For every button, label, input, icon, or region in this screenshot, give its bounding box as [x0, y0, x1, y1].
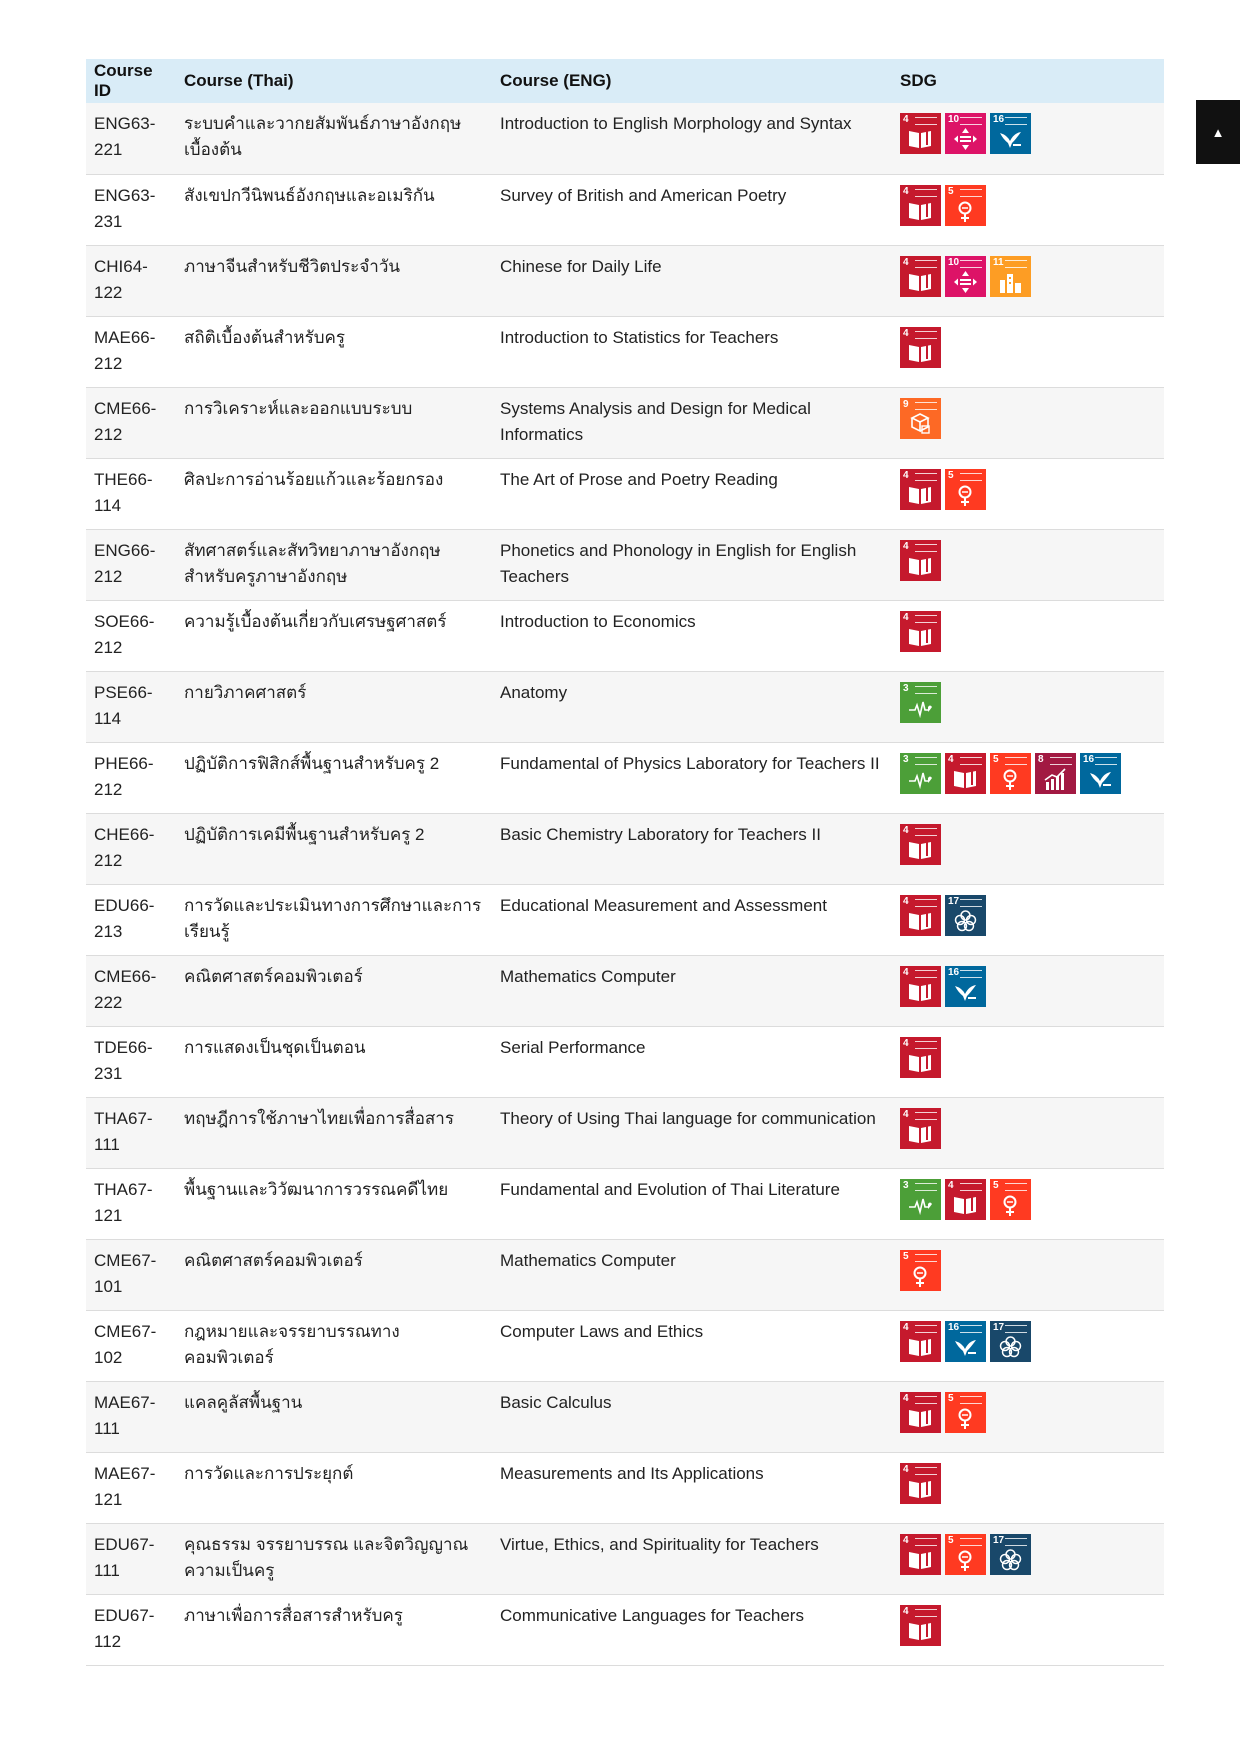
course-eng-cell: Virtue, Ethics, and Spirituality for Teachers	[492, 1523, 892, 1594]
header-course-id: Course ID	[86, 59, 176, 103]
course-id-cell: MAE66-212	[86, 316, 176, 387]
course-id-cell: CME66-212	[86, 387, 176, 458]
course-eng-cell: Introduction to Economics	[492, 600, 892, 671]
table-row	[86, 1381, 1164, 1452]
table-row	[86, 174, 1164, 245]
course-thai-cell: สถิติเบื้องต้นสำหรับครู	[176, 316, 492, 387]
table-row	[86, 316, 1164, 387]
course-eng-cell: Fundamental and Evolution of Thai Literature	[492, 1168, 892, 1239]
sdg-17-partnership-rings-icon[interactable]: 17	[990, 1321, 1031, 1362]
course-id-cell: TDE66-231	[86, 1026, 176, 1097]
course-eng-cell: Measurements and Its Applications	[492, 1452, 892, 1523]
course-eng-cell: Introduction to English Morphology and Syntax	[492, 103, 892, 174]
sdg-3-heartbeat-icon[interactable]: 3	[900, 1179, 941, 1220]
sdg-4-book-pencil-icon[interactable]: 4	[900, 185, 941, 226]
sdg-cell	[892, 955, 1164, 1026]
sdg-8-growth-chart-icon[interactable]: 8	[1035, 753, 1076, 794]
course-table-container	[86, 59, 1164, 1666]
sdg-5-gender-equality-icon[interactable]: 5	[945, 1392, 986, 1433]
sdg-icon-list	[900, 895, 1156, 936]
sdg-icon-list	[900, 1605, 1156, 1646]
sdg-4-book-pencil-icon[interactable]: 4	[900, 611, 941, 652]
sdg-icon-list	[900, 1534, 1156, 1575]
course-thai-cell: ความรู้เบื้องต้นเกี่ยวกับเศรษฐศาสตร์	[176, 600, 492, 671]
table-row	[86, 742, 1164, 813]
course-eng-cell: Educational Measurement and Assessment	[492, 884, 892, 955]
table-row	[86, 1239, 1164, 1310]
sdg-4-book-pencil-icon[interactable]: 4	[900, 327, 941, 368]
sdg-5-gender-equality-icon[interactable]: 5	[900, 1250, 941, 1291]
table-row	[86, 103, 1164, 174]
sdg-5-gender-equality-icon[interactable]: 5	[990, 1179, 1031, 1220]
course-eng-cell: Phonetics and Phonology in English for English Teachers	[492, 529, 892, 600]
sdg-4-book-pencil-icon[interactable]: 4	[900, 469, 941, 510]
course-eng-cell: Mathematics Computer	[492, 1239, 892, 1310]
sdg-4-book-pencil-icon[interactable]: 4	[900, 1108, 941, 1149]
back-to-top-button[interactable]	[1196, 100, 1240, 164]
table-row	[86, 671, 1164, 742]
sdg-16-dove-gavel-icon[interactable]: 16	[990, 113, 1031, 154]
table-row	[86, 600, 1164, 671]
sdg-icon-list	[900, 256, 1156, 297]
course-id-cell: ENG63-221	[86, 103, 176, 174]
sdg-5-gender-equality-icon[interactable]: 5	[945, 469, 986, 510]
course-thai-cell: แคลคูลัสพื้นฐาน	[176, 1381, 492, 1452]
course-id-cell: PHE66-212	[86, 742, 176, 813]
course-eng-cell: Basic Chemistry Laboratory for Teachers II	[492, 813, 892, 884]
course-table	[86, 59, 1164, 1666]
course-thai-cell: กฎหมายและจรรยาบรรณทางคอมพิวเตอร์	[176, 1310, 492, 1381]
course-thai-cell: การวัดและประเมินทางการศึกษาและการเรียนรู้	[176, 884, 492, 955]
sdg-cell	[892, 1239, 1164, 1310]
course-id-cell: CME67-102	[86, 1310, 176, 1381]
sdg-3-heartbeat-icon[interactable]: 3	[900, 682, 941, 723]
table-row	[86, 529, 1164, 600]
sdg-cell	[892, 813, 1164, 884]
course-thai-cell: การวัดและการประยุกต์	[176, 1452, 492, 1523]
course-id-cell: THA67-111	[86, 1097, 176, 1168]
course-thai-cell: ทฤษฎีการใช้ภาษาไทยเพื่อการสื่อสาร	[176, 1097, 492, 1168]
course-eng-cell: Fundamental of Physics Laboratory for Teachers II	[492, 742, 892, 813]
table-row	[86, 387, 1164, 458]
course-id-cell: EDU66-213	[86, 884, 176, 955]
sdg-icon-list	[900, 1321, 1156, 1362]
sdg-4-book-pencil-icon[interactable]: 4	[900, 540, 941, 581]
sdg-5-gender-equality-icon[interactable]: 5	[945, 185, 986, 226]
table-row	[86, 813, 1164, 884]
course-thai-cell: พื้นฐานและวิวัฒนาการวรรณคดีไทย	[176, 1168, 492, 1239]
course-eng-cell: Introduction to Statistics for Teachers	[492, 316, 892, 387]
course-thai-cell: ปฏิบัติการเคมีพื้นฐานสำหรับครู 2	[176, 813, 492, 884]
sdg-10-equality-arrows-icon[interactable]: 10	[945, 113, 986, 154]
sdg-cell	[892, 245, 1164, 316]
sdg-icon-list	[900, 398, 1156, 439]
sdg-cell	[892, 1523, 1164, 1594]
sdg-icon-list	[900, 966, 1156, 1007]
sdg-cell	[892, 1594, 1164, 1665]
sdg-icon-list	[900, 1179, 1156, 1220]
sdg-icon-list	[900, 611, 1156, 652]
course-id-cell: EDU67-111	[86, 1523, 176, 1594]
sdg-icon-list	[900, 753, 1156, 794]
course-id-cell: CHE66-212	[86, 813, 176, 884]
header-sdg: SDG	[892, 59, 1164, 103]
sdg-16-dove-gavel-icon[interactable]: 16	[945, 966, 986, 1007]
course-thai-cell: คณิตศาสตร์คอมพิวเตอร์	[176, 1239, 492, 1310]
sdg-4-book-pencil-icon[interactable]: 4	[900, 1037, 941, 1078]
course-eng-cell: The Art of Prose and Poetry Reading	[492, 458, 892, 529]
sdg-4-book-pencil-icon[interactable]: 4	[900, 895, 941, 936]
table-row	[86, 458, 1164, 529]
sdg-cell	[892, 671, 1164, 742]
table-row	[86, 1310, 1164, 1381]
sdg-cell	[892, 103, 1164, 174]
table-row	[86, 955, 1164, 1026]
table-header-row	[86, 59, 1164, 103]
table-row	[86, 1452, 1164, 1523]
course-id-cell: THA67-121	[86, 1168, 176, 1239]
course-id-cell: MAE67-111	[86, 1381, 176, 1452]
sdg-4-book-pencil-icon[interactable]: 4	[900, 256, 941, 297]
course-eng-cell: Communicative Languages for Teachers	[492, 1594, 892, 1665]
sdg-icon-list	[900, 327, 1156, 368]
sdg-4-book-pencil-icon[interactable]: 4	[900, 1321, 941, 1362]
course-eng-cell: Systems Analysis and Design for Medical Informatics	[492, 387, 892, 458]
course-id-cell: CME66-222	[86, 955, 176, 1026]
sdg-9-cubes-icon[interactable]: 9	[900, 398, 941, 439]
sdg-16-dove-gavel-icon[interactable]: 16	[1080, 753, 1121, 794]
course-thai-cell: กายวิภาคศาสตร์	[176, 671, 492, 742]
sdg-4-book-pencil-icon[interactable]: 4	[900, 1534, 941, 1575]
sdg-cell	[892, 1381, 1164, 1452]
course-eng-cell: Basic Calculus	[492, 1381, 892, 1452]
chevron-up-icon: ▲	[1211, 124, 1225, 140]
course-eng-cell: Survey of British and American Poetry	[492, 174, 892, 245]
sdg-cell	[892, 529, 1164, 600]
sdg-17-partnership-rings-icon[interactable]: 17	[990, 1534, 1031, 1575]
sdg-16-dove-gavel-icon[interactable]: 16	[945, 1321, 986, 1362]
sdg-icon-list	[900, 1250, 1156, 1291]
sdg-cell	[892, 1310, 1164, 1381]
course-id-cell: CME67-101	[86, 1239, 176, 1310]
sdg-icon-list	[900, 1392, 1156, 1433]
sdg-5-gender-equality-icon[interactable]: 5	[945, 1534, 986, 1575]
sdg-4-book-pencil-icon[interactable]: 4	[900, 113, 941, 154]
table-row	[86, 1523, 1164, 1594]
sdg-cell	[892, 1452, 1164, 1523]
course-thai-cell: ศิลปะการอ่านร้อยแก้วและร้อยกรอง	[176, 458, 492, 529]
course-thai-cell: ปฏิบัติการฟิสิกส์พื้นฐานสำหรับครู 2	[176, 742, 492, 813]
course-id-cell: MAE67-121	[86, 1452, 176, 1523]
sdg-4-book-pencil-icon[interactable]: 4	[900, 1605, 941, 1646]
course-thai-cell: ระบบคำและวากยสัมพันธ์ภาษาอังกฤษเบื้องต้น	[176, 103, 492, 174]
course-id-cell: THE66-114	[86, 458, 176, 529]
course-thai-cell: การแสดงเป็นชุดเป็นตอน	[176, 1026, 492, 1097]
sdg-cell	[892, 174, 1164, 245]
course-id-cell: ENG66-212	[86, 529, 176, 600]
table-row	[86, 884, 1164, 955]
sdg-icon-list	[900, 1037, 1156, 1078]
course-thai-cell: การวิเคราะห์และออกแบบระบบ	[176, 387, 492, 458]
course-id-cell: ENG63-231	[86, 174, 176, 245]
course-eng-cell: Mathematics Computer	[492, 955, 892, 1026]
course-thai-cell: คุณธรรม จรรยาบรรณ และจิตวิญญาณความเป็นครู	[176, 1523, 492, 1594]
sdg-icon-list	[900, 113, 1156, 154]
sdg-5-gender-equality-icon[interactable]: 5	[990, 753, 1031, 794]
sdg-17-partnership-rings-icon[interactable]: 17	[945, 895, 986, 936]
course-id-cell: SOE66-212	[86, 600, 176, 671]
sdg-icon-list	[900, 824, 1156, 865]
sdg-cell	[892, 1026, 1164, 1097]
sdg-cell	[892, 1097, 1164, 1168]
sdg-icon-list	[900, 1463, 1156, 1504]
sdg-4-book-pencil-icon[interactable]: 4	[945, 753, 986, 794]
sdg-4-book-pencil-icon[interactable]: 4	[900, 966, 941, 1007]
table-row	[86, 1097, 1164, 1168]
sdg-icon-list	[900, 540, 1156, 581]
sdg-cell	[892, 884, 1164, 955]
course-id-cell: PSE66-114	[86, 671, 176, 742]
course-eng-cell: Computer Laws and Ethics	[492, 1310, 892, 1381]
sdg-cell	[892, 316, 1164, 387]
table-row	[86, 1026, 1164, 1097]
sdg-3-heartbeat-icon[interactable]: 3	[900, 753, 941, 794]
sdg-4-book-pencil-icon[interactable]: 4	[945, 1179, 986, 1220]
course-eng-cell: Anatomy	[492, 671, 892, 742]
sdg-cell	[892, 742, 1164, 813]
course-thai-cell: ภาษาจีนสำหรับชีวิตประจำวัน	[176, 245, 492, 316]
sdg-cell	[892, 600, 1164, 671]
course-thai-cell: สังเขปกวีนิพนธ์อังกฤษและอเมริกัน	[176, 174, 492, 245]
sdg-11-city-buildings-icon[interactable]: 11	[990, 256, 1031, 297]
sdg-4-book-pencil-icon[interactable]: 4	[900, 824, 941, 865]
header-course-thai: Course (Thai)	[176, 59, 492, 103]
course-eng-cell: Theory of Using Thai language for communication	[492, 1097, 892, 1168]
course-thai-cell: สัทศาสตร์และสัทวิทยาภาษาอังกฤษสำหรับครูภาษาอังกฤษ	[176, 529, 492, 600]
course-thai-cell: ภาษาเพื่อการสื่อสารสำหรับครู	[176, 1594, 492, 1665]
header-course-eng: Course (ENG)	[492, 59, 892, 103]
course-id-cell: CHI64-122	[86, 245, 176, 316]
table-row	[86, 1594, 1164, 1665]
course-eng-cell: Serial Performance	[492, 1026, 892, 1097]
course-thai-cell: คณิตศาสตร์คอมพิวเตอร์	[176, 955, 492, 1026]
sdg-4-book-pencil-icon[interactable]: 4	[900, 1463, 941, 1504]
sdg-icon-list	[900, 1108, 1156, 1149]
sdg-cell	[892, 387, 1164, 458]
sdg-cell	[892, 1168, 1164, 1239]
sdg-4-book-pencil-icon[interactable]: 4	[900, 1392, 941, 1433]
course-id-cell: EDU67-112	[86, 1594, 176, 1665]
course-eng-cell: Chinese for Daily Life	[492, 245, 892, 316]
sdg-icon-list	[900, 469, 1156, 510]
sdg-cell	[892, 458, 1164, 529]
sdg-icon-list	[900, 185, 1156, 226]
sdg-icon-list	[900, 682, 1156, 723]
table-row	[86, 1168, 1164, 1239]
table-row	[86, 245, 1164, 316]
sdg-10-equality-arrows-icon[interactable]: 10	[945, 256, 986, 297]
